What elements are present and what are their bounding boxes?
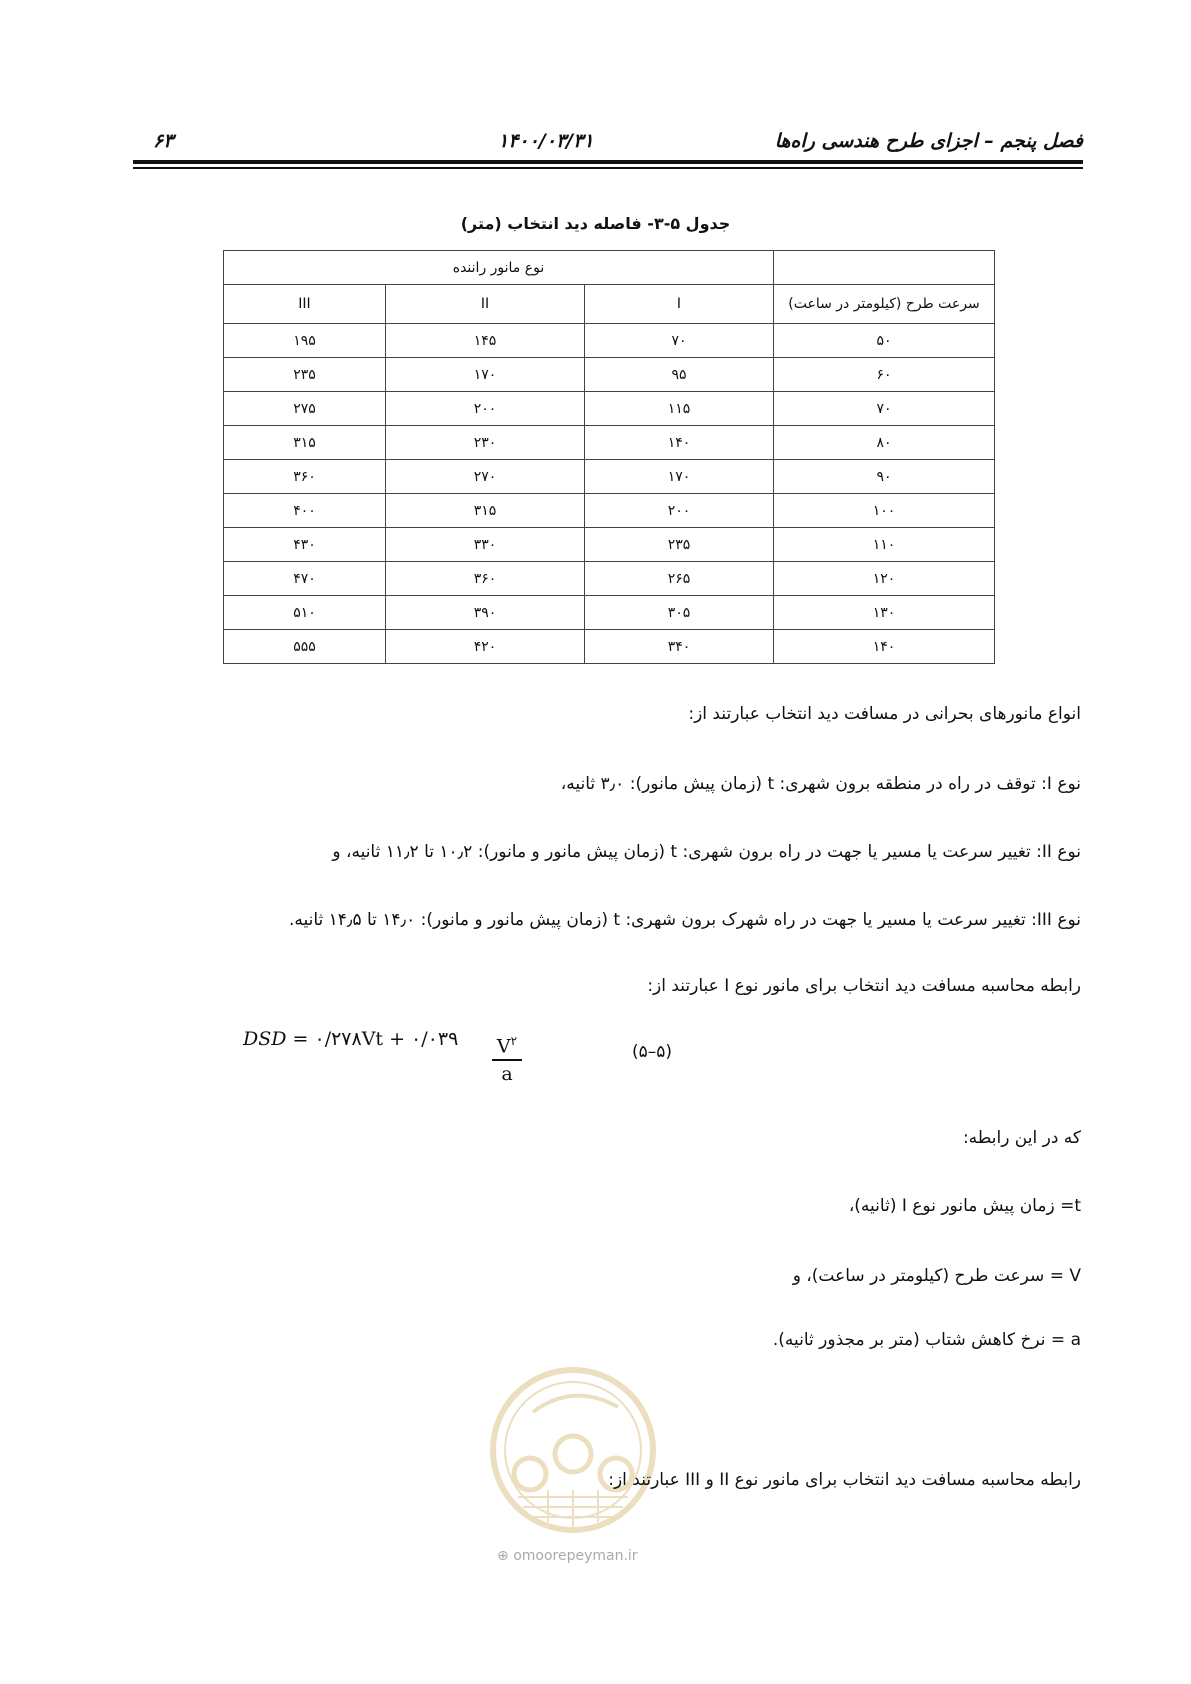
fraction-bar (492, 1059, 522, 1061)
cell-I: ۲۶۵ (585, 562, 774, 596)
cell-III: ۳۶۰ (224, 460, 386, 494)
speed-cell: ۷۰ (774, 392, 995, 426)
speed-cell: ۹۰ (774, 460, 995, 494)
table-row (224, 358, 995, 392)
cell-II: ۳۳۰ (386, 528, 585, 562)
table-row (224, 324, 995, 358)
speed-cell: ۵۰ (774, 324, 995, 358)
speed-cell: ۱۰۰ (774, 494, 995, 528)
cell-III: ۴۳۰ (224, 528, 386, 562)
table-row (224, 426, 995, 460)
cell-II: ۳۶۰ (386, 562, 585, 596)
cell-I: ۱۷۰ (585, 460, 774, 494)
cell-III: ۲۷۵ (224, 392, 386, 426)
cell-II: ۴۲۰ (386, 630, 585, 664)
cell-II: ۲۳۰ (386, 426, 585, 460)
maneuver-type-header: نوع مانور راننده (224, 251, 774, 285)
table-row (224, 460, 995, 494)
table-subheader-row (224, 285, 995, 324)
cell-I: ۲۳۵ (585, 528, 774, 562)
fraction-numerator: $V^۲$ (496, 1034, 518, 1058)
fraction-denominator: a (501, 1062, 513, 1085)
cell-I: ۲۰۰ (585, 494, 774, 528)
cell-II: ۳۱۵ (386, 494, 585, 528)
speed-cell: ۱۲۰ (774, 562, 995, 596)
table-row (224, 596, 995, 630)
speed-cell: ۸۰ (774, 426, 995, 460)
definition-t: t= زمان پیش مانور نوع I (ثانیه)، (848, 1196, 1081, 1216)
cell-III: ۳۱۵ (224, 426, 386, 460)
cell-I: ۱۴۰ (585, 426, 774, 460)
speed-cell: ۱۳۰ (774, 596, 995, 630)
col-header-II: II (386, 285, 585, 324)
speed-cell: ۶۰ (774, 358, 995, 392)
cell-I: ۷۰ (585, 324, 774, 358)
cell-III: ۴۰۰ (224, 494, 386, 528)
cell-III: ۵۵۵ (224, 630, 386, 664)
where-clause: که در این رابطه: (962, 1128, 1081, 1148)
maneuver-type-3: نوع III: تغییر سرعت یا مسیر یا جهت در راه شهرک برون شهری: t (زمان پیش مانور و مانور): ۱۴٫۰ تا ۱۴٫۵ ثانیه. (288, 910, 1081, 930)
cell-II: ۱۷۰ (386, 358, 585, 392)
cell-II: ۳۹۰ (386, 596, 585, 630)
header-rule-thick (133, 160, 1083, 164)
cell-II: ۱۴۵ (386, 324, 585, 358)
cell-III: ۴۷۰ (224, 562, 386, 596)
watermark-url-text: omoorepeyman.ir (513, 1548, 638, 1564)
watermark-logo (488, 1362, 658, 1537)
cell-III: ۲۳۵ (224, 358, 386, 392)
cell-III: ۱۹۵ (224, 324, 386, 358)
watermark-url: ⊕ omoorepeyman.ir (497, 1548, 638, 1564)
maneuver-type-2: نوع II: تغییر سرعت یا مسیر یا جهت در راه برون شهری: t (زمان پیش مانور و مانور): ۱۰٫۲ تا ۱۱٫۲ ثانیه، و (332, 842, 1081, 862)
table-header-row (224, 251, 995, 285)
equation-number: (۵–۵) (632, 1042, 673, 1062)
col-header-I: I (585, 285, 774, 324)
cell-I: ۳۴۰ (585, 630, 774, 664)
sight-distance-table (223, 250, 995, 664)
chapter-title: فصل پنجم – اجزای طرح هندسی راه‌ها (774, 130, 1083, 152)
formula-fraction (492, 1034, 522, 1085)
table-row (224, 528, 995, 562)
definition-a: a = نرخ کاهش شتاب (متر بر مجذور ثانیه). (772, 1330, 1081, 1350)
cell-I: ۳۰۵ (585, 596, 774, 630)
speed-header: سرعت طرح (کیلومتر در ساعت) (774, 285, 995, 324)
cell-I: ۹۵ (585, 358, 774, 392)
dsd-formula: DSD = ۰/۲۷۸Vt + ۰/۰۳۹ (243, 1028, 459, 1050)
table-caption: جدول ۵-۳- فاصله دید انتخاب (متر) (460, 214, 731, 233)
maneuver-type-1: نوع I: توقف در راه در منطقه برون شهری: t (زمان پیش مانور): ۳٫۰ ثانیه، (560, 774, 1081, 794)
col-header-III: III (224, 285, 386, 324)
cell-II: ۲۷۰ (386, 460, 585, 494)
page-number: ۶۳ (153, 130, 174, 152)
speed-cell: ۱۴۰ (774, 630, 995, 664)
relation2-intro: رابطه محاسبه مسافت دید انتخاب برای مانور نوع II و III عبارتند از: (608, 1470, 1081, 1490)
cell-III: ۵۱۰ (224, 596, 386, 630)
table-row (224, 392, 995, 426)
header-date: ۱۴۰۰/۰۳/۳۱ (498, 130, 594, 152)
table-row (224, 562, 995, 596)
empty-header-cell (774, 251, 995, 285)
cell-I: ۱۱۵ (585, 392, 774, 426)
intro-paragraph: انواع مانورهای بحرانی در مسافت دید انتخاب عبارتند از: (688, 704, 1081, 724)
table-row (224, 494, 995, 528)
table-row (224, 630, 995, 664)
header-rule-thin (133, 167, 1083, 169)
relation-intro: رابطه محاسبه مسافت دید انتخاب برای مانور نوع I عبارتند از: (647, 976, 1081, 996)
definition-v: V = سرعت طرح (کیلومتر در ساعت)، و (792, 1266, 1081, 1286)
cell-II: ۲۰۰ (386, 392, 585, 426)
speed-cell: ۱۱۰ (774, 528, 995, 562)
